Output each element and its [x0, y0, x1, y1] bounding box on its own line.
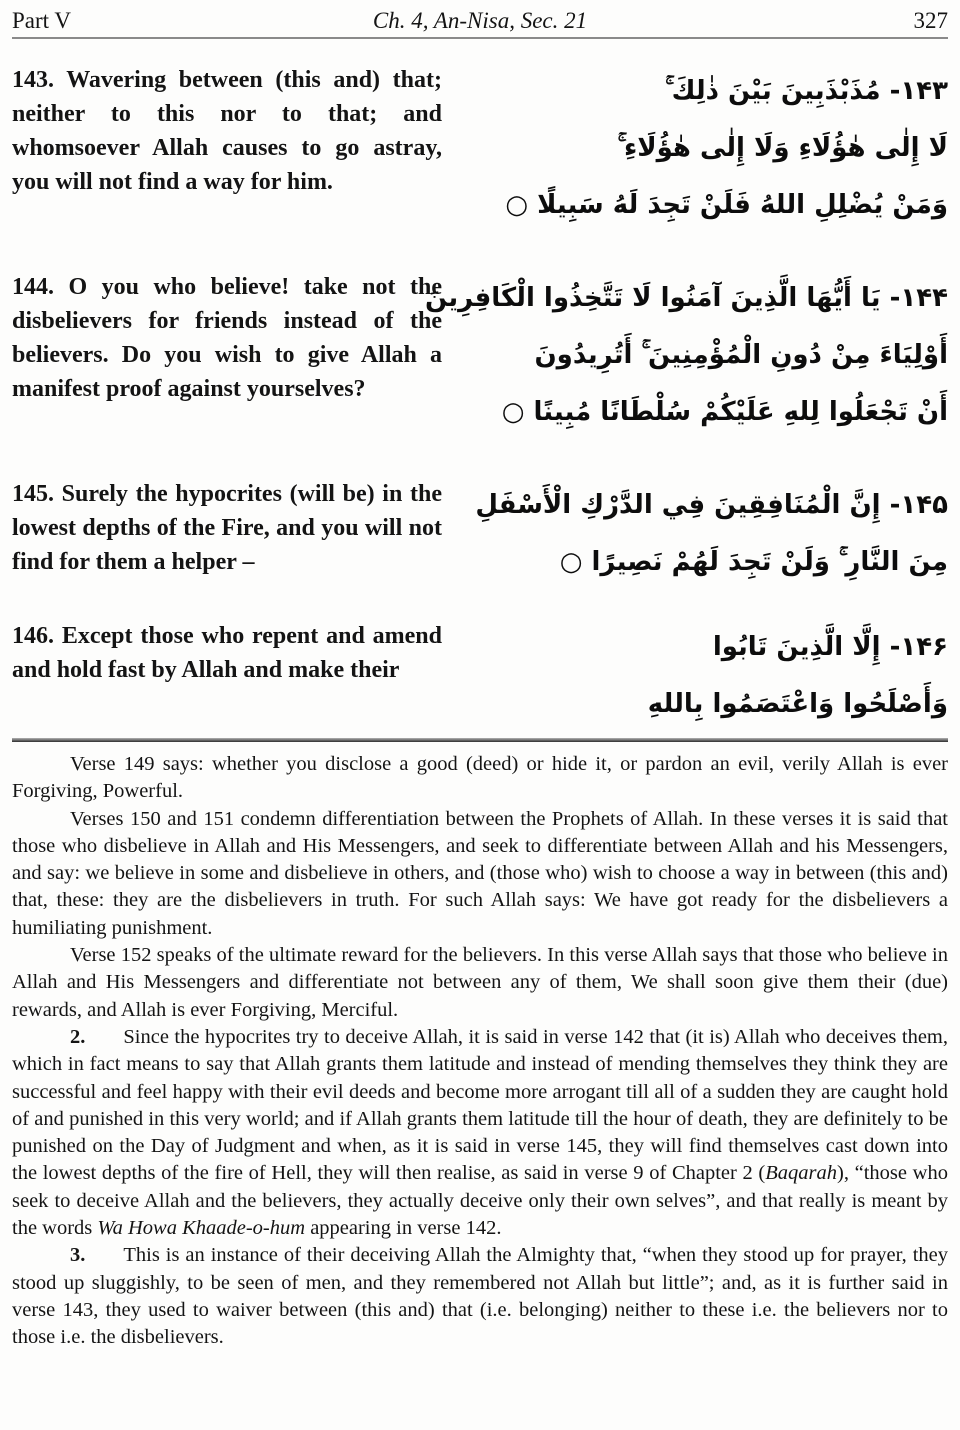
arabic-line: وَأَصْلَحُوا وَاعْتَصَمُوا بِاللهِ [647, 689, 948, 719]
commentary-paragraph [12, 942, 948, 1024]
commentary-text: appearing in verse 142. [305, 1217, 502, 1240]
arabic-line: ۱۴۵- إِنَّ الْمُنَافِقِينَ فِي الدَّرْكِ الْأَسْفَلِ [475, 490, 948, 520]
commentary-section [12, 751, 948, 1352]
commentary-text: Since the hypocrites try to deceive Allah, it is said in verse 142 that (it is) Allah who deceives them, which in fact means to say that Allah grants them latitude and instead of mending themselves they think they are successful and feel happy with their evil deeds and become more arrogant till all of a sudden they are caught hold of and punished in this very world; and if Allah grants them latitude till the hour of death, they are definitely to be punished on the Day of Judgment and when, as it is said in verse 145, they will find themselves cast down into the lowest depths of the fire of Hell, they will then realise, as said in verse 9 of Chapter 2 ( [12, 1025, 948, 1185]
arabic-line: مِنَ النَّارِ ۚ وَلَنْ تَجِدَ لَهُمْ نَصِيرًا ○ [559, 547, 948, 577]
section-divider [12, 738, 948, 742]
verse-english-text: 143. Wavering between (this and) that; neither to this nor to that; and whomsoever Allah causes to go astray, you will not find a way for him. [12, 67, 442, 195]
chapter-title: Ch. 4, An-Nisa, Sec. 21 [372, 8, 588, 33]
arabic-line: أَنْ تَجْعَلُوا لِلهِ عَلَيْكُمْ سُلْطَانًا مُبِينًا ○ [501, 397, 948, 427]
commentary-paragraph [12, 1024, 948, 1242]
verse-arabic-text [480, 619, 948, 733]
arabic-line: ۱۴۶- إِلَّا الَّذِينَ تَابُوا [712, 632, 948, 662]
commentary-paragraph [12, 806, 948, 942]
arabic-line: وَمَنْ يُضْلِلِ اللهُ فَلَنْ تَجِدَ لَهُ سَبِيلًا ○ [505, 190, 948, 220]
commentary-text: This is an instance of their deceiving Allah the Almighty that, “when they stood up for prayer, they stood up sluggishly, to be seen of men, and they remembered not Allah but little”; and, as it is further said in verse 143, they used to waiver between (this and) that (i.e. belonging) neither to these i.e. the believers nor to those i.e. the disbelievers. [12, 1244, 948, 1349]
arabic-line: لَا إِلٰى هٰؤُلَاءِ وَلَا إِلٰى هٰؤُلَاءِ ۚ [617, 133, 948, 163]
commentary-text: Wa Howa Khaade-o-hum [97, 1217, 306, 1240]
paragraph-number: 2. [70, 1025, 86, 1048]
verse-arabic-text [480, 63, 948, 234]
verse-row [12, 270, 948, 441]
arabic-line: ۱۴۳- مُذَبْذَبِينَ بَيْنَ ذٰلِكَ ۚ [665, 76, 948, 106]
header-divider [12, 37, 948, 39]
verse-row [12, 63, 948, 234]
arabic-line: ۱۴۴- يَا أَيُّهَا الَّذِينَ آمَنُوا لَا تَتَّخِذُوا الْكَافِرِينَ [424, 283, 948, 313]
commentary-text: Baqarah [765, 1162, 838, 1185]
verses-section [12, 63, 948, 733]
verse-arabic-text [424, 270, 948, 441]
commentary-text: ), “those who seek to deceive Allah and the believers, they actually deceive only their own selves”, and that really is meant by the words [12, 1162, 948, 1240]
part-label: Part V [12, 8, 71, 33]
verse-row [12, 477, 948, 591]
commentary-paragraph [12, 751, 948, 806]
commentary-text: Verses 150 and 151 condemn differentiation between the Prophets of Allah. In these verses it is said that those who disbelieve in Allah and His Messengers, and seek to differentiate between Allah and his Messengers, and say: we believe in some and disbelieve in others, and (those who) wish to choose a way in between (this and) that, these: they are the disbelievers in truth. For such Allah says: We have got ready for the disbelievers a humiliating punishment. [12, 807, 948, 939]
commentary-text: Verse 149 says: whether you disclose a good (deed) or hide it, or pardon an evil, verily Allah is ever Forgiving, Powerful. [12, 753, 948, 803]
verse-english-text: 146. Except those who repent and amend and hold fast by Allah and make their [12, 623, 442, 683]
verse-arabic-text [475, 477, 948, 591]
paragraph-number: 3. [70, 1244, 86, 1267]
verse-row [12, 619, 948, 733]
verse-english-text: 144. O you who believe! take not the disbelievers for friends instead of the believers. Do you wish to give Allah a manifest proof against yourselves? [12, 274, 442, 402]
verse-english-text: 145. Surely the hypocrites (will be) in the lowest depths of the Fire, and you will not find for them a helper – [12, 481, 442, 575]
page-number: 327 [913, 8, 948, 33]
commentary-text: Verse 152 speaks of the ultimate reward for the believers. In this verse Allah says that those who believe in Allah and His Messengers and differentiate not between any of them, We shall soon give them their (due) rewards, and Allah is ever Forgiving, Merciful. [12, 944, 948, 1021]
commentary-paragraph [12, 1242, 948, 1351]
page-header [12, 8, 948, 34]
arabic-line: أَوْلِيَاءَ مِنْ دُونِ الْمُؤْمِنِينَ ۚ أَتُرِيدُونَ [534, 340, 948, 370]
